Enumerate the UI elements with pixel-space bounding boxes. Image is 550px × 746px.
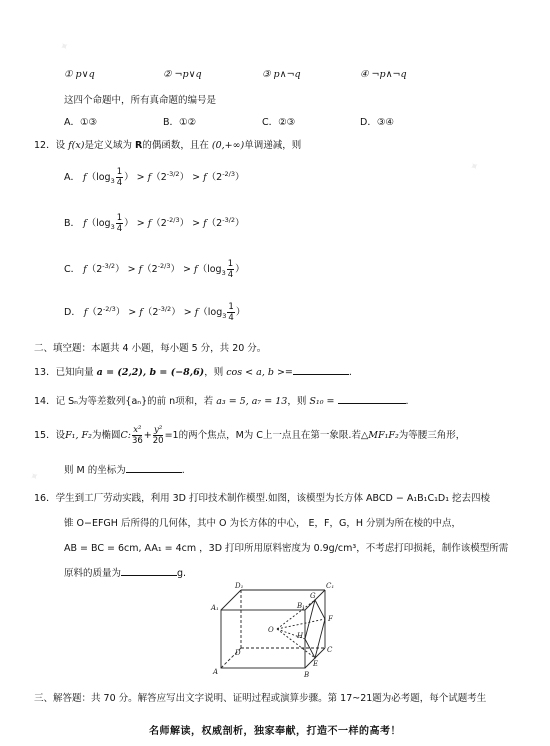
label-h: H <box>297 632 304 640</box>
q12-option-c: C． $f(2^{-3/2}) > f(2^{-2/3}) > f(\log_3$ $\frac{1}{4}$ ） <box>64 259 245 280</box>
label-f: F <box>328 615 333 623</box>
label-a: A <box>213 668 219 676</box>
label-b1: B₁ <box>297 602 305 610</box>
q11-option-4: ④ ¬p∧¬q <box>360 69 407 80</box>
q12-option-a: A． $f(\log_3$ $\frac{1}{4}$ ） > $f(2^{-3/2}) > f(2^{-2/3})$ <box>64 167 245 188</box>
q11-option-2: ② ¬p∨q <box>163 69 202 80</box>
q15-line-1: 15．设F₁, F₂为椭圆C: $\frac{\text{x²}}{36}$ + $\frac{\text{y²}}{20}$ =1的两个焦点，M为 C上一点且在第一象限.若△MF₁F₂为等腰三角形， <box>34 425 466 446</box>
q12-option-b: B． $f(\log_3$ $\frac{1}{4}$ ） > $f(2^{-2/3}) > f(2^{-3/2})$ <box>64 213 245 234</box>
q15-line-2: 则 M 的坐标为 . <box>64 465 185 476</box>
section-3-heading: 三、解答题：共 70 分。解答应写出文字说明、证明过程或演算步骤。第 17~21题为必考题，每个试题考生 <box>34 693 487 704</box>
q11-choice-c: C．②③ <box>262 117 296 128</box>
q16-line-4: 原料的质量为 g. <box>64 568 187 579</box>
q14: 14．记 Sₙ为等差数列{aₙ}的前 n项和，若 a₃ = 5, a₇ = 13，则 S₁₀ = . <box>34 396 409 407</box>
cuboid-figure <box>205 580 355 680</box>
label-b: B <box>304 671 310 679</box>
label-a1: A₁ <box>211 604 219 612</box>
q16-line-3: AB = BC = 6cm, AA₁ = 4cm ，3D 打印所用原料密度为 0.9g/cm³，不考虑打印损耗，制作该模型所需 <box>64 543 509 554</box>
q16-answer-blank <box>121 566 177 576</box>
label-c1: C₁ <box>326 582 335 590</box>
q14-answer-blank <box>338 394 406 404</box>
label-c: C <box>327 646 333 654</box>
q11-prompt: 这四个命题中，所有真命题的编号是 <box>64 95 217 106</box>
q13-answer-blank <box>293 365 349 375</box>
label-e: E <box>313 660 319 668</box>
q15-answer-blank <box>126 463 182 473</box>
section-2-heading: 二、填空题：本题共 4 小题，每小题 5 分，共 20 分。 <box>34 343 267 354</box>
watermark: ✦ <box>57 38 72 55</box>
q11-choice-a: A．①③ <box>64 117 98 128</box>
page-footer: 名师解读，权威剖析，独家奉献，打造不一样的高考！ <box>149 726 401 737</box>
watermark: ✦ <box>27 468 42 485</box>
label-g: G <box>310 592 316 600</box>
q13: 13．已知向量 a = (2,2), b = (−8,6)，则 cos < a, b >= . <box>34 367 352 378</box>
q11-choice-b: B．①② <box>163 117 197 128</box>
label-d1: D₁ <box>235 582 244 590</box>
q12-option-d: D． $f(2^{-2/3}) > f(2^{-3/2}) > f(\log_3$ $\frac{1}{4}$ ） <box>64 302 246 323</box>
q12-stem: 12．设 f(x)是定义域为 R的偶函数，且在 (0,+∞)单调递减，则 <box>34 140 302 151</box>
watermark: ✦ <box>467 158 482 175</box>
label-o: O <box>268 626 274 634</box>
q11-option-3: ③ p∧¬q <box>262 69 301 80</box>
label-d: D <box>235 649 241 657</box>
q16-line-2: 锥 O−EFGH 后所得的几何体，其中 O 为长方体的中心， E，F，G，H 分别为所在棱的中点， <box>64 518 461 529</box>
q16-line-1: 16．学生到工厂劳动实践，利用 3D 打印技术制作模型.如图，该模型为长方体 ABCD − A₁B₁C₁D₁ 挖去四棱 <box>34 493 491 504</box>
q11-choice-d: D．③④ <box>360 117 394 128</box>
q11-option-1: ① p∨q <box>64 69 95 80</box>
